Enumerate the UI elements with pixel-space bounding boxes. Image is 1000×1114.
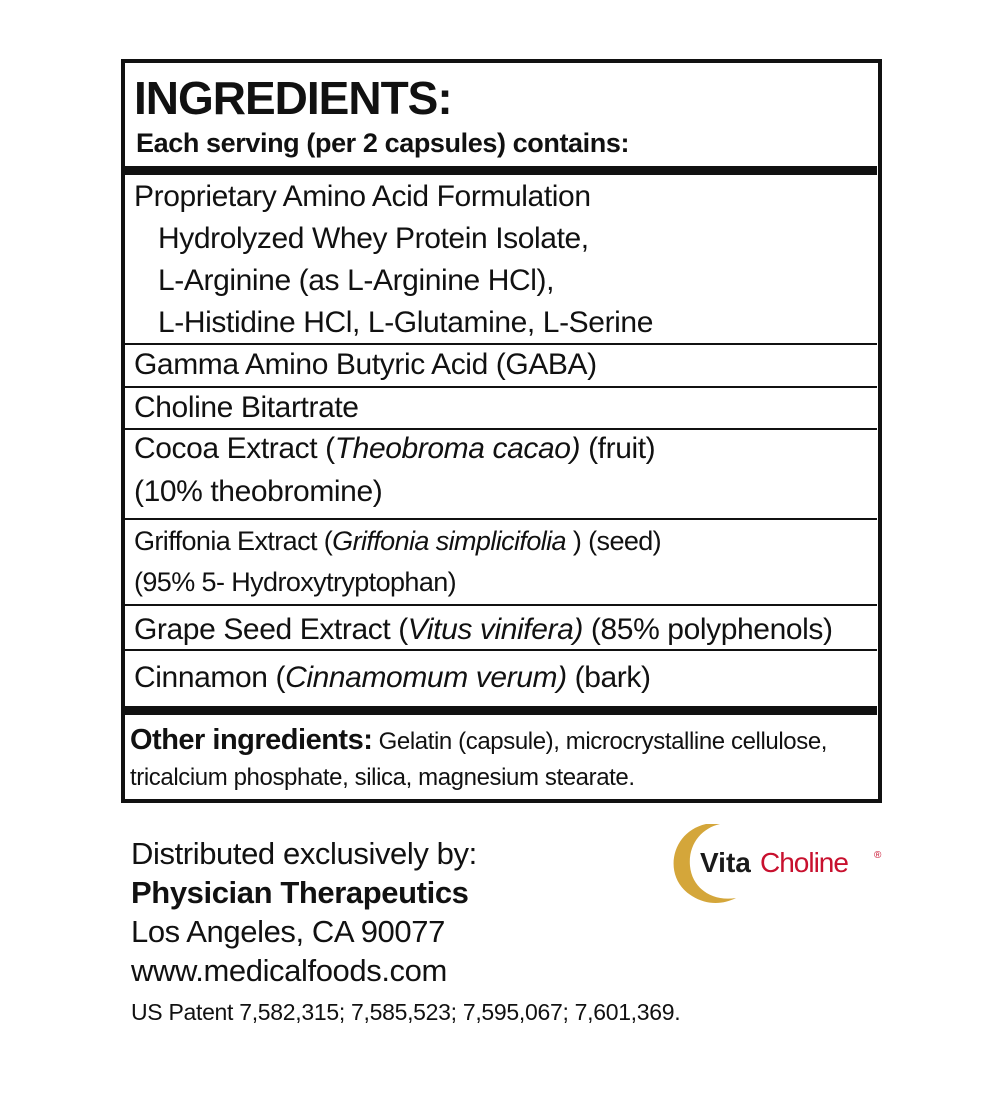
ingredient-name: Cinnamon ( xyxy=(134,661,286,694)
ingredient-sub-line: Hydrolyzed Whey Protein Isolate, xyxy=(158,222,589,255)
patent-numbers: US Patent 7,582,315; 7,585,523; 7,595,067; 7,601,369. xyxy=(131,999,681,1025)
ingredient-name: Griffonia Extract ( xyxy=(134,526,333,556)
ingredient-standardization: (95% 5- Hydroxytryptophan) xyxy=(134,567,457,597)
ingredient-gaba: Gamma Amino Butyric Acid (GABA) xyxy=(134,348,597,381)
latin-name: Vitus vinifera) xyxy=(407,613,583,646)
header-divider xyxy=(121,166,877,175)
latin-name: Griffonia simplicifolia xyxy=(332,526,566,556)
other-ingredients-text: Gelatin (capsule), microcrystalline cellulose, tricalcium phosphate, silica, magnesium stearate. xyxy=(130,728,828,791)
logo-registered-mark: ® xyxy=(874,850,882,861)
row-divider xyxy=(121,649,877,651)
other-ingredients xyxy=(130,722,870,796)
ingredient-proprietary-formulation: Proprietary Amino Acid Formulation xyxy=(134,180,591,213)
ingredient-cinnamon xyxy=(134,658,651,698)
ingredient-cocoa xyxy=(134,429,655,469)
ingredient-part: ) (seed) xyxy=(565,526,662,556)
distributor-intro: Distributed exclusively by: xyxy=(131,836,477,871)
logo-text-vita: Vita xyxy=(700,847,751,878)
ingredient-choline: Choline Bitartrate xyxy=(134,391,359,424)
ingredient-part: (bark) xyxy=(566,661,651,694)
latin-name: Cinnamomum verum) xyxy=(285,661,567,694)
ingredient-griffonia xyxy=(134,521,661,561)
ingredient-name: Grape Seed Extract ( xyxy=(134,613,408,646)
other-ingredients-label: Other ingredients: xyxy=(130,724,373,756)
ingredient-sub-line: L-Histidine HCl, L-Glutamine, L-Serine xyxy=(158,306,653,339)
ingredients-title: INGREDIENTS: xyxy=(134,72,452,124)
vitacholine-logo xyxy=(662,818,892,910)
logo-text-choline: Choline xyxy=(760,847,848,878)
footer-divider xyxy=(121,706,877,715)
latin-name: Theobroma cacao) xyxy=(334,432,581,465)
serving-subtitle: Each serving (per 2 capsules) contains: xyxy=(136,128,630,158)
ingredient-part: (fruit) xyxy=(580,432,656,465)
ingredient-part: (85% polyphenols) xyxy=(582,613,833,646)
row-divider xyxy=(121,604,877,606)
ingredient-standardization: (10% theobromine) xyxy=(134,475,383,508)
row-divider xyxy=(121,518,877,520)
distributor-website[interactable]: www.medicalfoods.com xyxy=(131,953,447,988)
distributor-company: Physician Therapeutics xyxy=(131,875,469,910)
distributor-location: Los Angeles, CA 90077 xyxy=(131,914,445,949)
ingredient-grape-seed xyxy=(134,610,833,650)
ingredient-sub-line: L-Arginine (as L-Arginine HCl), xyxy=(158,264,555,297)
ingredient-name: Cocoa Extract ( xyxy=(134,432,335,465)
